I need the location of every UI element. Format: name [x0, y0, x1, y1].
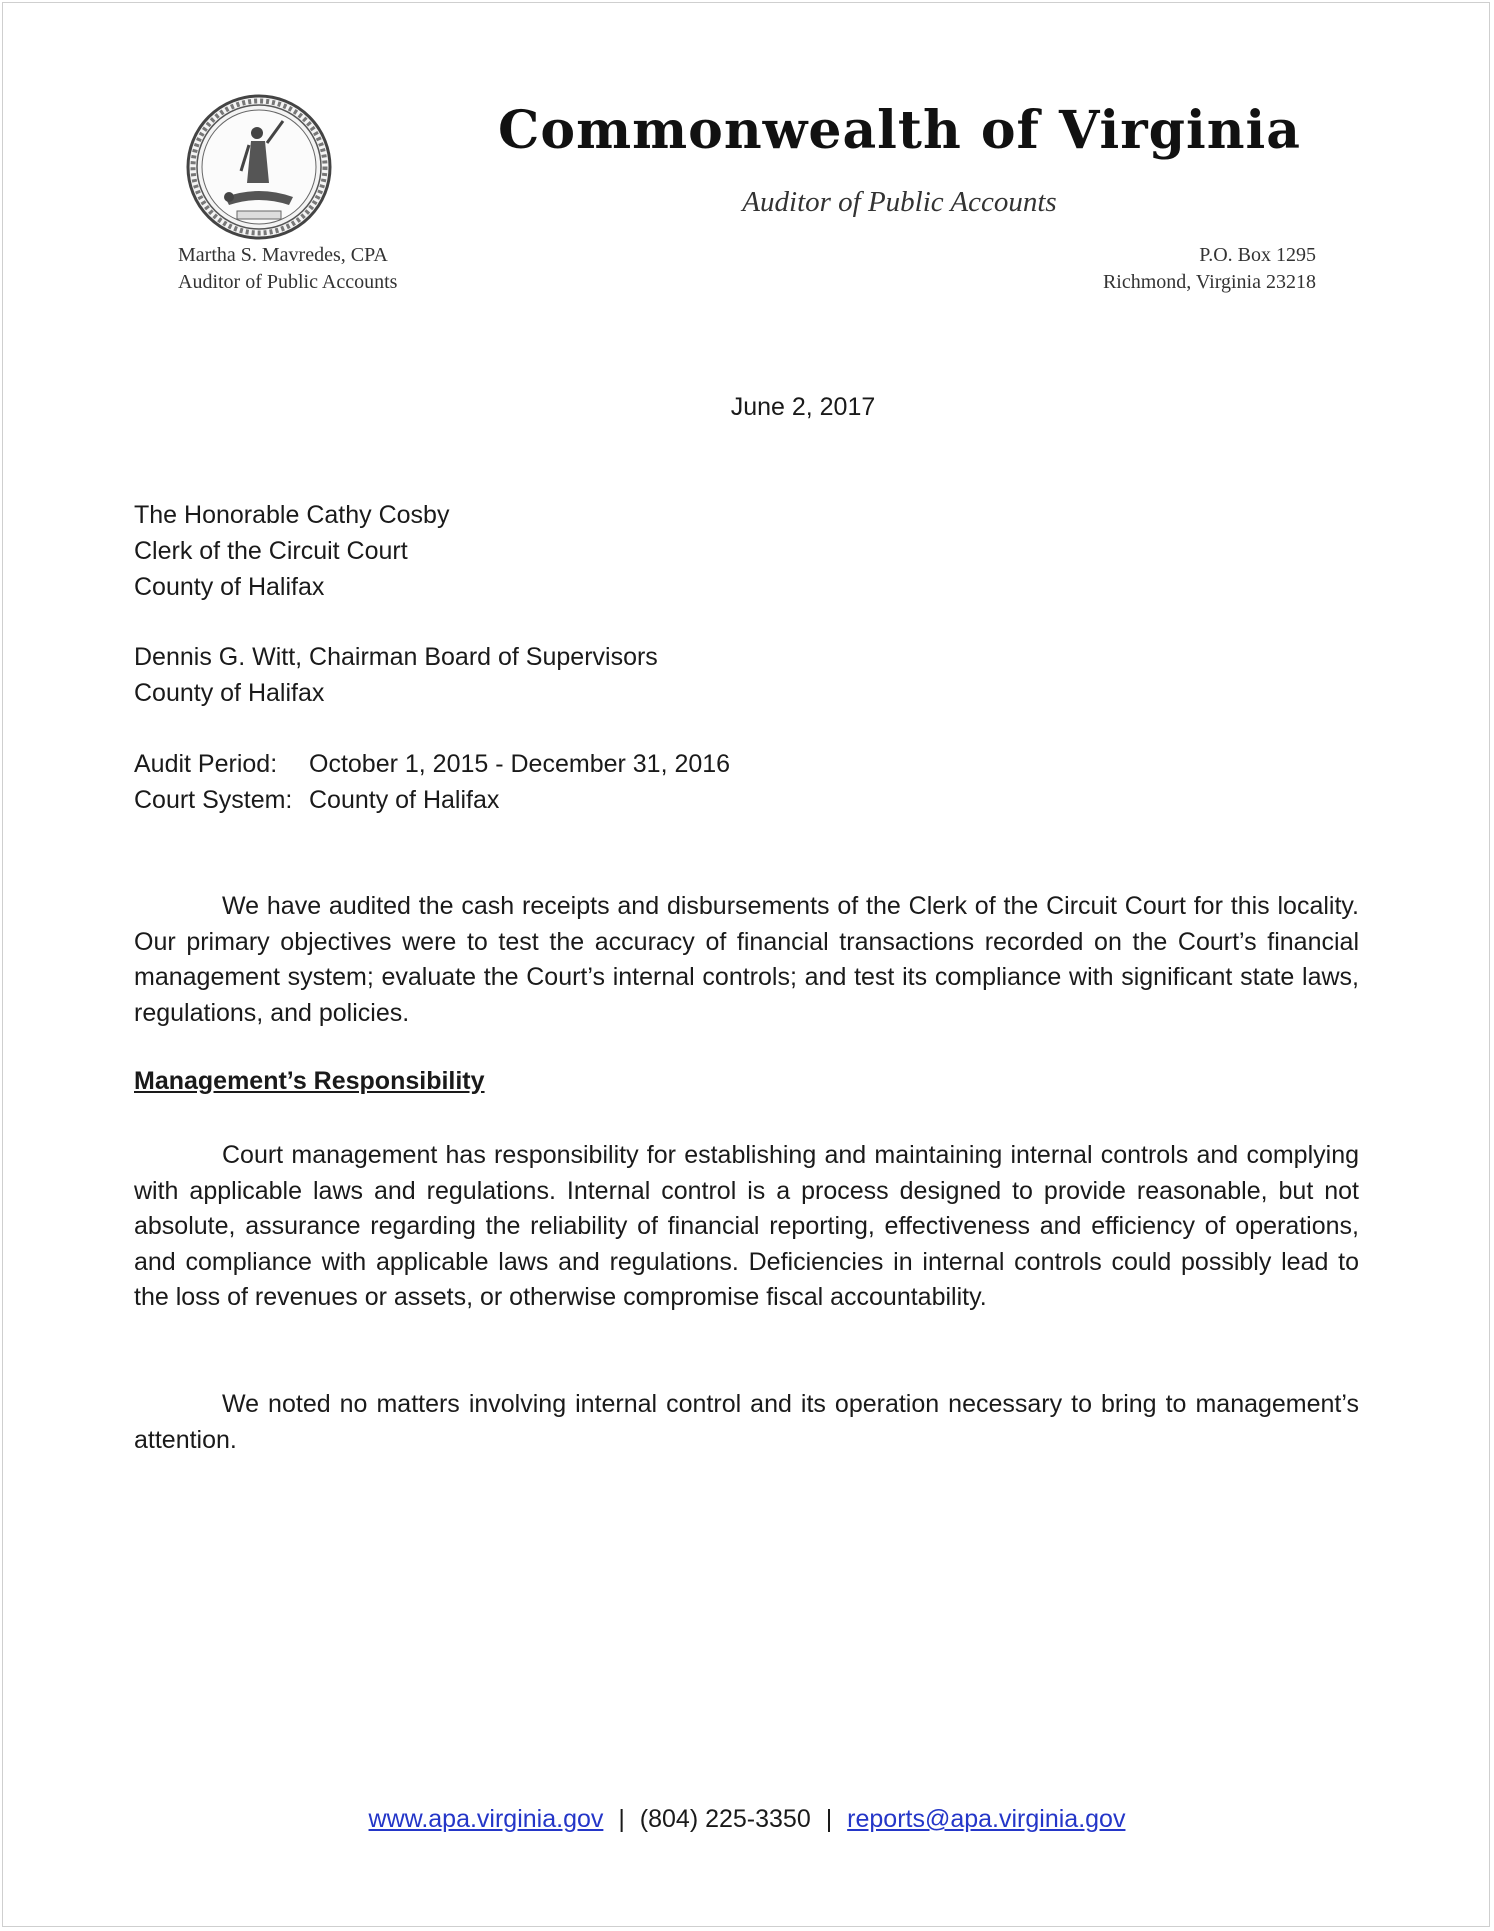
findings-paragraph: We noted no matters involving internal control and its operation necessary to bring to management’s attention. [134, 1390, 1359, 1454]
recipient-title: Clerk of the Circuit Court [134, 537, 408, 565]
auditor-name: Martha S. Mavredes, CPA [178, 244, 388, 266]
footer [0, 1805, 1494, 1834]
letterhead-title: Commonwealth of Virginia [498, 100, 1301, 161]
court-system-row [134, 782, 730, 818]
footer-separator: | [618, 1805, 625, 1833]
auditor-info [178, 242, 397, 296]
recipient-name: The Honorable Cathy Cosby [134, 501, 450, 529]
recipient-county: County of Halifax [134, 679, 325, 707]
footer-separator: | [825, 1805, 833, 1833]
phone-number: (804) 225-3350 [639, 1805, 811, 1833]
court-system-value: County of Halifax [309, 786, 500, 814]
court-system-label: Court System: [134, 786, 293, 814]
po-box: P.O. Box 1295 [1199, 244, 1316, 266]
email-link[interactable]: reports@apa.virginia.gov [847, 1805, 1126, 1833]
auditor-role: Auditor of Public Accounts [178, 271, 398, 293]
recipient-county: County of Halifax [134, 573, 325, 601]
office-address [1103, 242, 1316, 296]
responsibility-paragraph: Court management has responsibility for establishing and maintaining internal controls and complying with applicable laws and regulations. Internal control is a process designed to provide reasonable, but not absolute, assurance regarding the reliability of financial reporting, effectiveness and efficiency of operations, and compliance with applicable laws and regulations. Deficiencies in internal controls could possibly lead to the loss of revenues or assets, or otherwise compromise fiscal accountability. [134, 1141, 1359, 1312]
city-state: Richmond, Virginia 23218 [1102, 271, 1316, 293]
recipient-name: Dennis G. Witt, Chairman Board of Supervisors [134, 643, 658, 671]
intro-paragraph: We have audited the cash receipts and disbursements of the Clerk of the Circuit Court for this locality. Our primary objectives were to test the accuracy of financial transactions recorded on the Court’s financial management system; evaluate the Court’s internal controls; and test its compliance with significant state laws, regulations, and policies. [134, 892, 1359, 1027]
audit-period-value: October 1, 2015 - December 31, 2016 [309, 750, 731, 778]
recipient-block-1 [134, 497, 449, 605]
section-heading: Management’s Responsibility [134, 1067, 485, 1095]
audit-details [134, 746, 730, 818]
letter-date: June 2, 2017 [730, 393, 876, 421]
audit-period-row [134, 746, 730, 782]
audit-period-label: Audit Period: [134, 750, 278, 778]
website-link[interactable]: www.apa.virginia.gov [368, 1805, 604, 1833]
recipient-block-2 [134, 639, 658, 711]
letterhead-subtitle: Auditor of Public Accounts [742, 186, 1057, 218]
